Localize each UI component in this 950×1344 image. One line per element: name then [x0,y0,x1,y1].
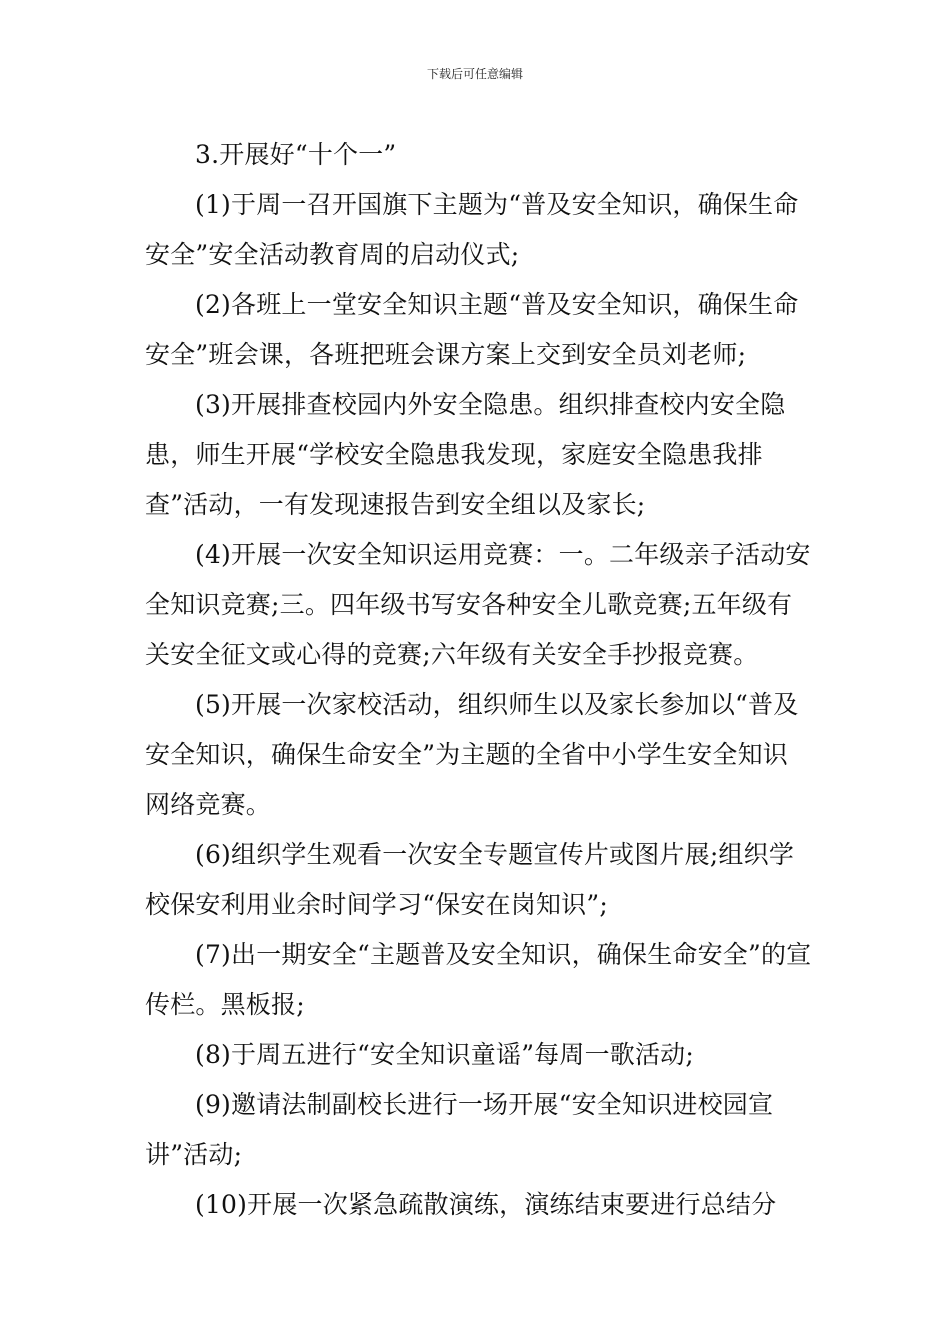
page-header: 下载后可任意编辑 [426,67,523,81]
document-body [145,130,813,1230]
paragraph-item-7: (7)出一期安全“主题普及安全知识，确保生命安全”的宣传栏。黑板报; [145,940,812,1019]
paragraph-item-1: (1)于周一召开国旗下主题为“普及安全知识，确保生命安全”安全活动教育周的启动仪式; [145,190,799,269]
paragraph-item-9: (9)邀请法制副校长进行一场开展“安全知识进校园宣讲”活动; [145,1090,774,1169]
paragraph-item-4: (4)开展一次安全知识运用竞赛：一。二年级亲子活动安全知识竞赛;三。四年级书写安各种安全儿歌竞赛;五年级有关安全征文或心得的竞赛;六年级有关安全手抄报竞赛。 [145,540,811,669]
paragraph-item-8: (8)于周五进行“安全知识童谣”每周一歌活动; [195,1040,694,1069]
paragraph-item-3: (3)开展排查校园内外安全隐患。组织排查校内安全隐患，师生开展“学校安全隐患我发现，家庭安全隐患我排查”活动，一有发现速报告到安全组以及家长; [145,390,786,519]
paragraph-item-5: (5)开展一次家校活动，组织师生以及家长参加以“普及安全知识，确保生命安全”为主题的全省中小学生安全知识网络竞赛。 [145,690,799,819]
paragraph-item-2: (2)各班上一堂安全知识主题“普及安全知识，确保生命安全”班会课，各班把班会课方案上交到安全员刘老师; [145,290,799,369]
paragraph-heading: 3.开展好“十个一” [195,140,397,169]
paragraph-item-6: (6)组织学生观看一次安全专题宣传片或图片展;组织学校保安利用业余时间学习“保安在岗知识”; [145,840,795,919]
paragraph-item-10: (10)开展一次紧急疏散演练，演练结束要进行总结分 [195,1190,777,1219]
